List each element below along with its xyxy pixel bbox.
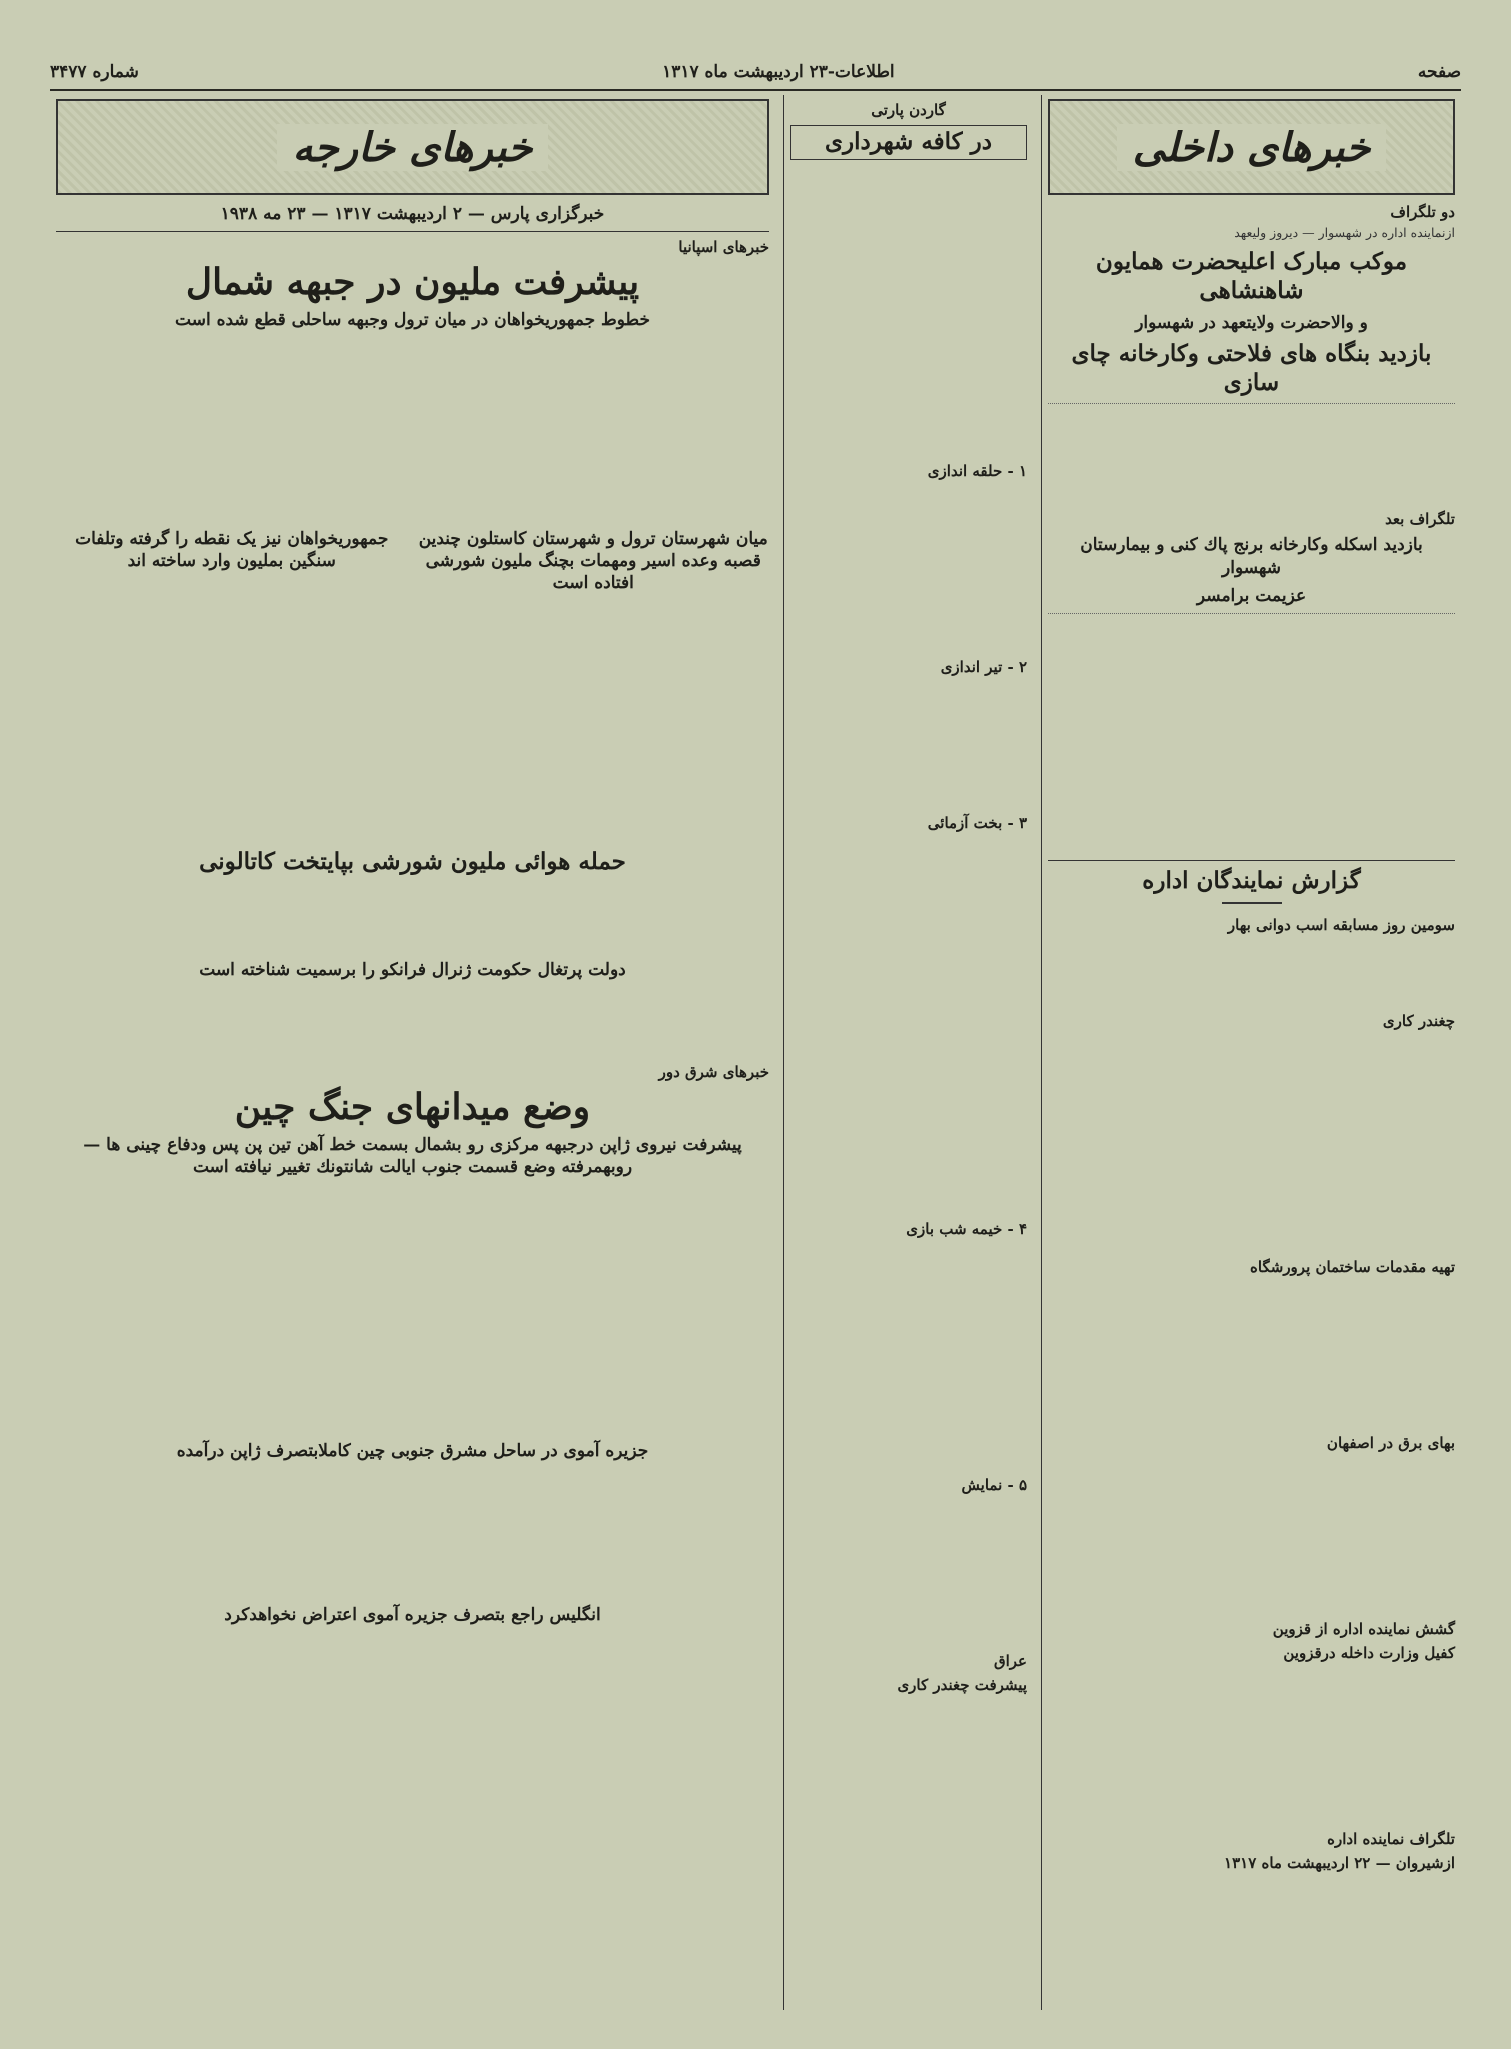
masthead — [50, 55, 1461, 91]
date-line: اطلاعات-۲۳ اردیبهشت ماه ۱۳۱۷ — [662, 62, 895, 82]
headline-north-front: پیشرفت ملیون در جبهه شمال — [185, 261, 640, 304]
domestic-headline-1: موکب مبارک اعلیحضرت همایون شاهنشاهی — [1095, 248, 1408, 305]
foreign-column — [50, 95, 775, 2010]
horse-race-headline: سومین روز مسابقه اسب دوانی بهار — [1227, 915, 1455, 934]
issue-number: شماره ۳۴۷۷ — [50, 62, 139, 82]
domestic-banner: خبرهای داخلی — [1048, 99, 1455, 195]
section-3: ۳ - بخت آزمائی — [927, 813, 1027, 832]
headline-republicans: جمهوریخواهان نیز یک نقطه را گرفته وتلفات سنگین بملیون وارد ساخته اند — [75, 528, 389, 571]
foreign-banner: خبرهای خارجه — [56, 99, 769, 195]
middle-column — [783, 95, 1033, 2010]
page-label: صفحه — [1417, 62, 1461, 82]
article-body — [1048, 613, 1455, 854]
spain-label: خبرهای اسپانیا — [678, 238, 769, 257]
domestic-headline-1b: و والاحضرت ولایتعهد در شهسوار — [1135, 312, 1368, 333]
inspector-headline: کفیل وزارت داخله درقزوین — [1283, 1643, 1455, 1662]
headline-portugal: دولت پرتغال حکومت ژنرال فرانکو را برسمیت شناخته است — [199, 959, 626, 980]
telegraph-after: تلگراف بعد — [1385, 510, 1455, 529]
section-4: ۴ - خیمه شب بازی — [906, 1219, 1027, 1238]
domestic-headline-3b: عزیمت برامسر — [1196, 585, 1307, 606]
headline-britain: انگلیس راجع بتصرف جزیره آموی اعتراض نخواهدکرد — [224, 1605, 601, 1626]
section-5: ۵ - نمایش — [961, 1475, 1027, 1494]
reports-columns — [1048, 910, 1455, 1874]
power-price-headline: بهای برق در اصفهان — [1326, 1433, 1455, 1452]
telegraph-label: دو تلگراف — [1390, 203, 1455, 221]
far-east-label: خبرهای شرق دور — [658, 1062, 769, 1081]
domestic-headline-2: بازدید بنگاه های فلاحتی وکارخانه چای سازی — [1071, 339, 1432, 396]
domestic-column — [1041, 95, 1461, 2010]
article-body — [1048, 403, 1455, 504]
iraq-label: عراق — [993, 1651, 1027, 1670]
qazvin-headline: گشش نماینده اداره از قزوین — [1272, 1619, 1455, 1638]
telegraph-date: ازشیروان — ۲۲ اردیبهشت ماه ۱۳۱۷ — [1224, 1853, 1455, 1872]
headline-china: وضع میدانهای جنگ چین — [234, 1085, 591, 1128]
beet-headline: چغندر کاری — [1382, 1011, 1455, 1030]
section-2: ۲ - تیر اندازی — [940, 657, 1027, 676]
headline-north-sub: خطوط جمهوریخواهان در میان ترول وجبهه ساحلی قطع شده است — [175, 310, 650, 331]
headline-air-raid: حمله هوائی ملیون شورشی بپایتخت کاتالونی — [199, 847, 626, 875]
section-1: ۱ - حلقه اندازی — [927, 461, 1027, 480]
domestic-headline-3: بازدید اسکله وکارخانه برنج پاك کنی و بیمارستان شهسوار — [1080, 535, 1423, 578]
agency-line: خبرگزاری پارس — ۲ اردیبهشت ۱۳۱۷ — ۲۳ مه ۱۹۳۸ — [220, 204, 605, 224]
headline-china-sub: پیشرفت نیروی ژاپن درجبهه مرکزی رو بشمال بسمت خط آهن تین پن پس ودفاع چینی ها — روبهمرفته وضع قسمت جنوب ایالت شانتونك تغییر نیافته است — [83, 1135, 742, 1178]
reports-title: گزارش نمایندگان اداره — [1142, 866, 1361, 894]
headline-amoy: جزیره آموی در ساحل مشرق جنوبی چین کاملابتصرف ژاپن درآمده — [176, 1441, 649, 1462]
spinning-headline: تهیه مقدمات ساختمان پرورشگاه — [1250, 1257, 1455, 1276]
cafe-headline: در کافه شهرداری — [790, 125, 1027, 160]
garden-party-label: گاردن پارتی — [871, 101, 946, 119]
telegraph-sub: ازنماینده اداره در شهسوار — دیروز ولیعهد — [1234, 225, 1455, 240]
headline-teruel: میان شهرستان ترول و شهرستان کاستلون چندین قصبه وعده اسیر ومهمات بچنگ ملیون شورشی افتاده است — [418, 528, 768, 593]
telegraph-office-headline: تلگراف نماینده اداره — [1327, 1829, 1455, 1848]
iraq-beet-headline: پیشرفت چغندر کاری — [897, 1675, 1027, 1694]
